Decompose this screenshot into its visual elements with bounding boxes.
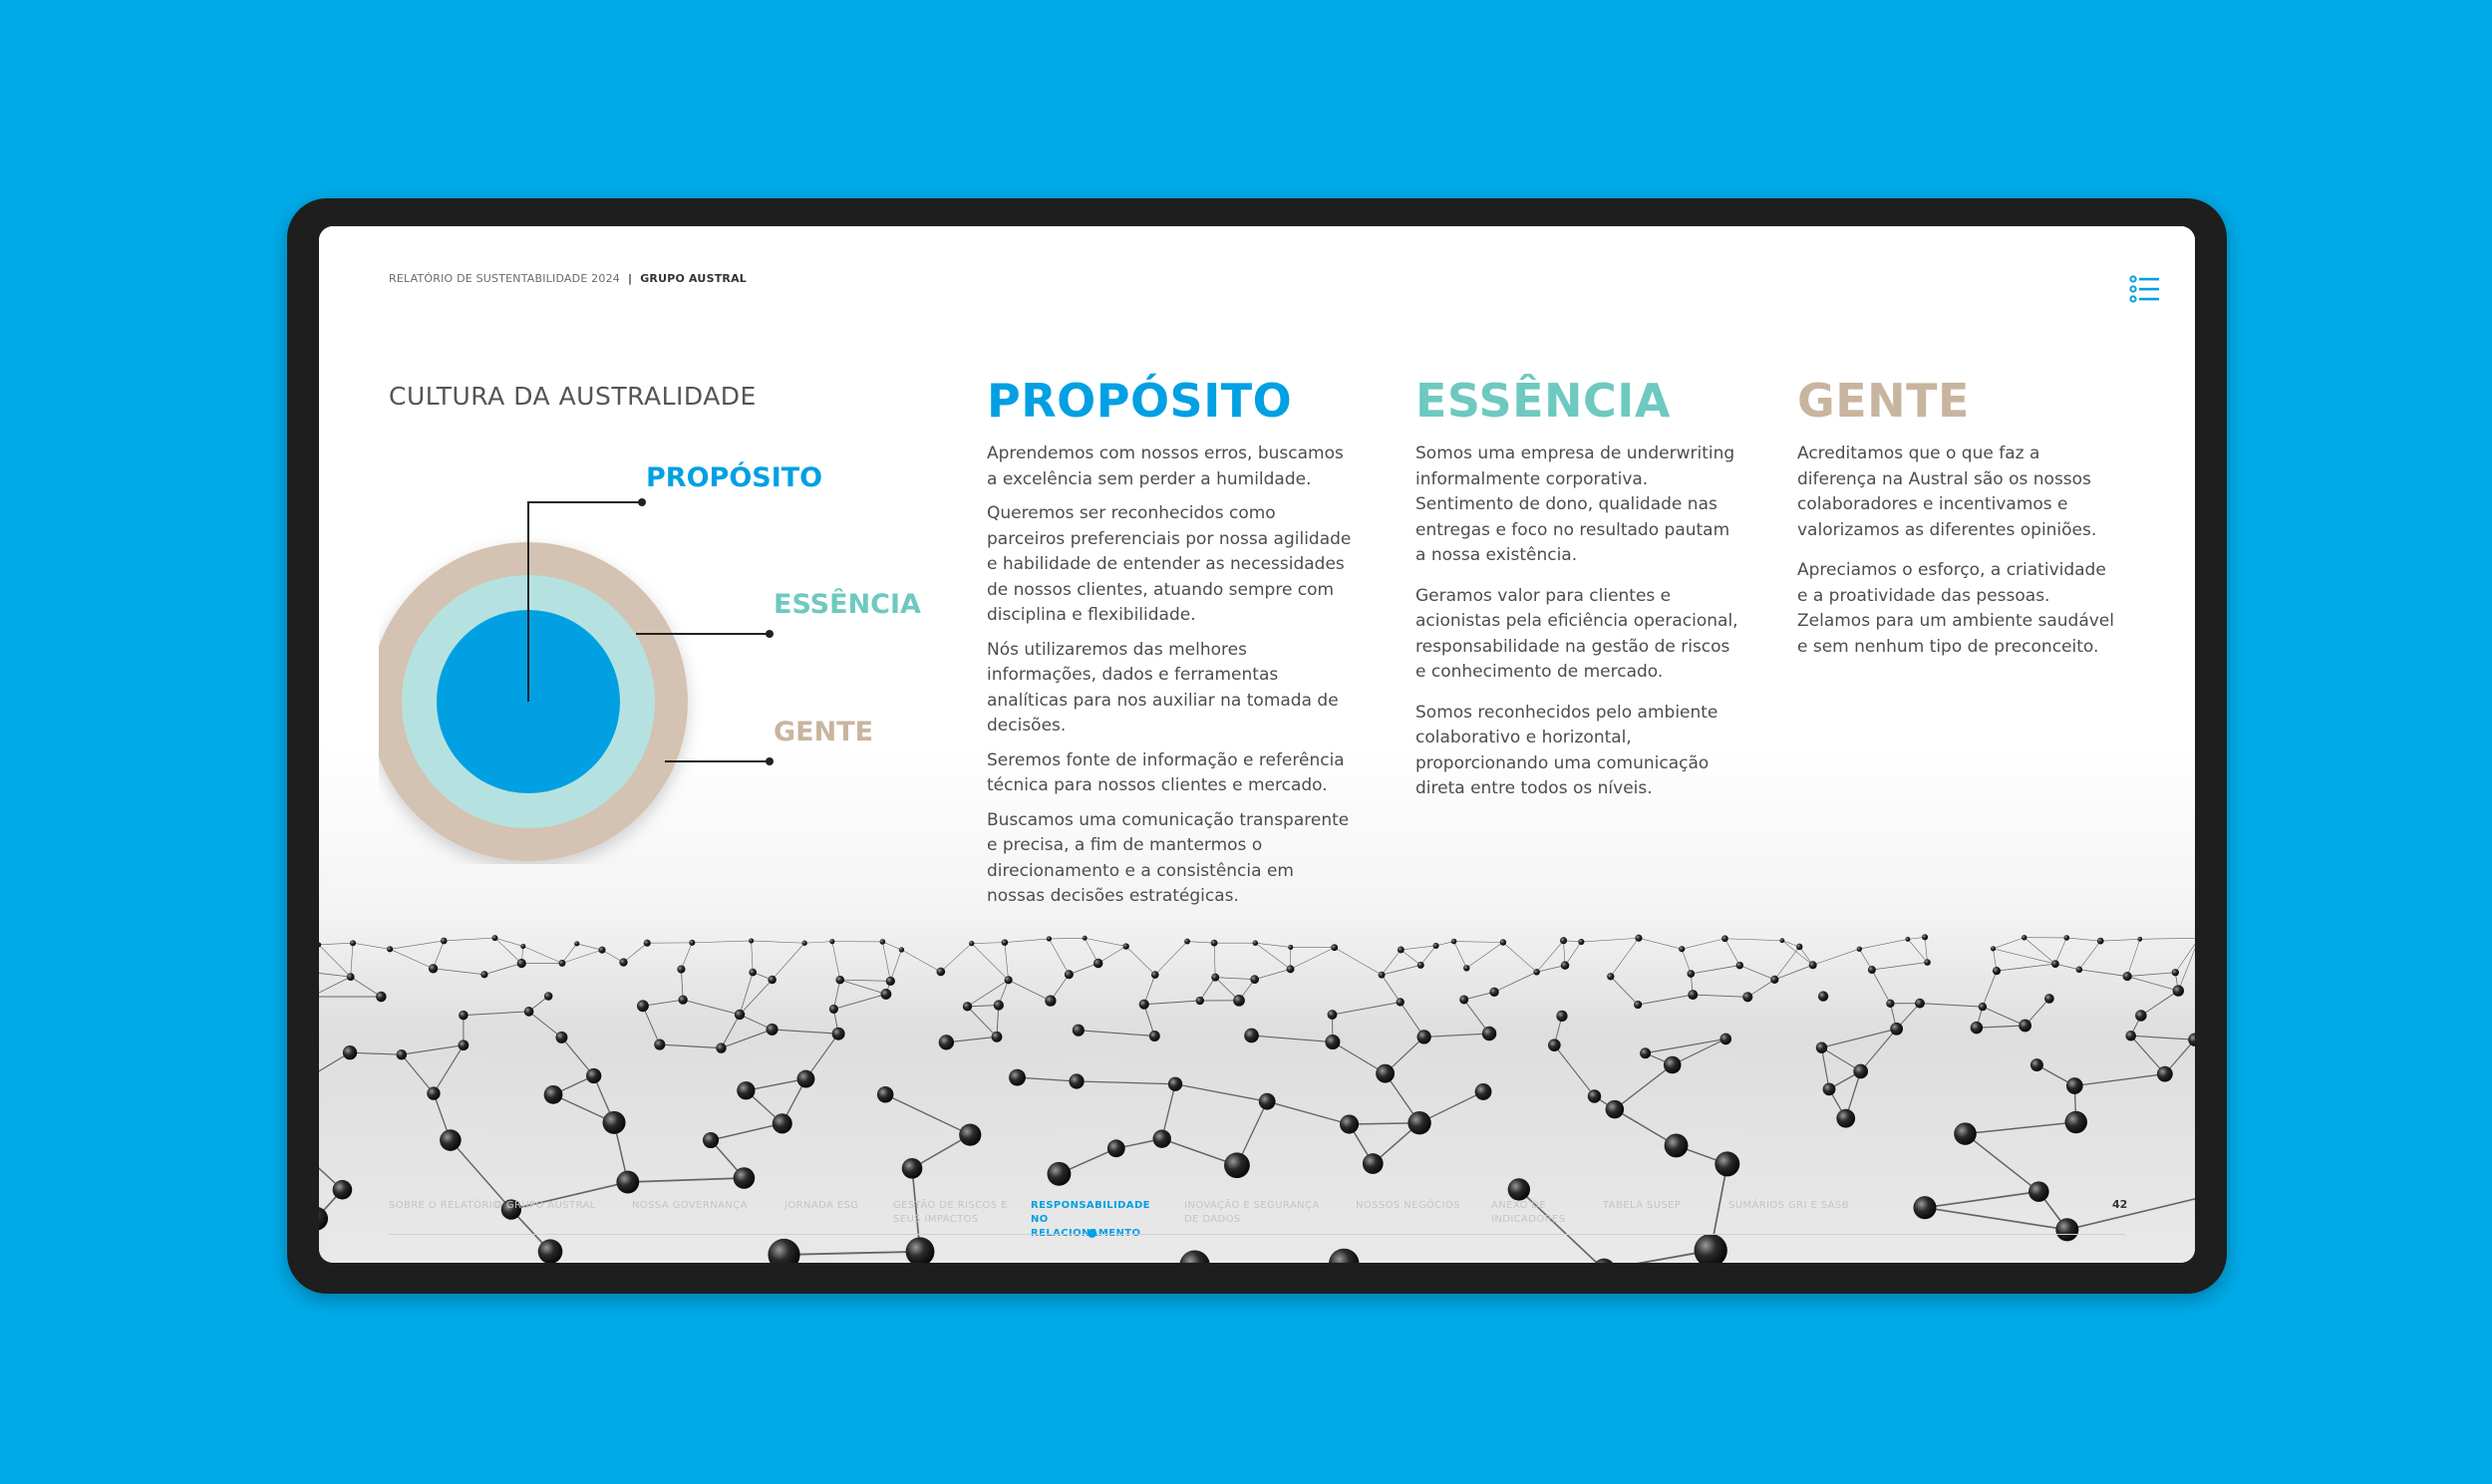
network-node xyxy=(2076,967,2083,974)
network-node xyxy=(1606,1100,1625,1119)
network-node xyxy=(1665,1134,1689,1158)
network-node xyxy=(544,1085,563,1104)
network-node xyxy=(835,976,844,985)
network-node xyxy=(1416,1030,1430,1043)
network-node xyxy=(832,1028,845,1040)
network-node xyxy=(1002,939,1009,946)
network-node xyxy=(797,1070,815,1088)
network-node xyxy=(1816,1041,1827,1052)
network-node xyxy=(1915,999,1925,1009)
network-node xyxy=(1123,943,1129,949)
paragraph: Somos uma empresa de underwriting informalmente corporativa. Sentimento de dono, qualidade nas entregas e foco no resultado pautam a nossa existência. xyxy=(1415,444,1735,565)
network-node xyxy=(1083,936,1088,941)
network-node xyxy=(1047,936,1052,941)
network-node xyxy=(773,1113,792,1133)
network-node xyxy=(2172,969,2179,976)
diagram-label-gente: GENTE xyxy=(774,717,874,747)
network-node xyxy=(679,996,688,1005)
network-node xyxy=(1432,943,1438,949)
network-node xyxy=(2157,1066,2173,1082)
network-node xyxy=(544,992,553,1001)
network-node xyxy=(1818,991,1828,1001)
network-node xyxy=(440,1129,462,1151)
network-node xyxy=(1561,961,1570,970)
list-menu-icon[interactable] xyxy=(2129,274,2161,304)
network-node xyxy=(480,971,487,978)
network-node xyxy=(899,947,904,952)
network-node xyxy=(619,958,627,966)
network-node xyxy=(1482,1027,1496,1040)
network-node xyxy=(1635,935,1642,942)
nav-item-o-grupo-austral[interactable]: O GRUPO AUSTRAL xyxy=(494,1200,596,1211)
heading-gente: GENTE xyxy=(1797,374,1970,428)
nav-item-jornada-esg[interactable]: JORNADA ESG xyxy=(784,1200,859,1211)
network-node xyxy=(1853,1064,1868,1079)
network-node xyxy=(2063,935,2069,941)
network-node xyxy=(1363,1153,1384,1174)
network-node xyxy=(1836,1109,1855,1128)
column-essencia xyxy=(1415,374,1744,817)
network-node xyxy=(1588,1089,1601,1102)
network-node xyxy=(1069,1073,1084,1088)
network-node xyxy=(1664,1056,1682,1074)
network-node xyxy=(1459,995,1468,1004)
network-node xyxy=(387,946,393,952)
section-title: CULTURA DA AUSTRALIDADE xyxy=(389,382,757,411)
network-node xyxy=(2030,1058,2043,1071)
network-node xyxy=(1451,939,1457,945)
network-node xyxy=(1288,945,1293,950)
network-node xyxy=(959,1124,981,1146)
network-node xyxy=(1533,969,1540,976)
network-node xyxy=(1196,997,1204,1005)
network-node xyxy=(1233,995,1245,1007)
nav-item-responsabilidade[interactable]: RESPONSABILIDADE NO xyxy=(1031,1200,1150,1225)
network-node xyxy=(1640,1047,1651,1058)
network-node xyxy=(1149,1031,1160,1041)
heading-proposito: PROPÓSITO xyxy=(987,374,1293,428)
page-number: 42 xyxy=(2112,1198,2128,1211)
column-gente xyxy=(1797,374,2116,675)
network-node xyxy=(1244,1029,1259,1043)
network-node xyxy=(2051,960,2059,968)
network-node xyxy=(1151,971,1159,979)
network-node xyxy=(1009,1069,1026,1086)
network-node xyxy=(397,1049,408,1060)
network-node xyxy=(1005,976,1013,984)
network-node xyxy=(1634,1001,1642,1009)
paragraph: Acreditamos que o que faz a diferença na Austral são os nossos colaboradores e incentivamos e valorizamos as diferentes opiniões. xyxy=(1797,444,2097,540)
network-node xyxy=(644,940,651,947)
network-node xyxy=(1168,1077,1182,1091)
network-node xyxy=(347,973,355,981)
heading-essencia: ESSÊNCIA xyxy=(1415,374,1672,428)
network-node xyxy=(1886,1000,1894,1008)
network-node xyxy=(902,1158,923,1179)
network-node xyxy=(689,940,695,946)
network-node xyxy=(1721,935,1728,942)
network-node xyxy=(1560,937,1567,944)
network-node xyxy=(1714,1151,1739,1176)
network-node xyxy=(558,960,565,967)
network-node xyxy=(2097,938,2104,945)
network-node xyxy=(2019,1020,2031,1033)
network-node xyxy=(574,941,579,946)
network-node xyxy=(829,1005,838,1014)
network-node xyxy=(716,1042,726,1052)
network-node xyxy=(936,968,945,977)
network-node xyxy=(749,938,754,943)
network-node xyxy=(1736,962,1744,970)
network-node xyxy=(441,938,448,945)
network-node xyxy=(677,965,685,973)
network-node xyxy=(1340,1114,1359,1133)
network-node xyxy=(517,959,526,968)
paragraph: Aprendemos com nossos erros, buscamos a excelência sem perder a humildade. xyxy=(987,444,1344,489)
network-node xyxy=(1770,976,1778,984)
column-proposito xyxy=(987,374,1356,919)
network-node xyxy=(2173,985,2184,996)
network-node xyxy=(2123,972,2132,981)
network-node xyxy=(1107,1139,1125,1157)
network-node xyxy=(1991,946,1996,951)
network-node xyxy=(1093,959,1103,969)
network-node xyxy=(1463,965,1469,971)
paragraph: Apreciamos o esforço, a criatividade e a proatividade das pessoas. Zelamos para um ambiente saudável e sem nenhum tipo de preconceito. xyxy=(1797,560,2114,657)
nav-item-gestao-de-riscos[interactable]: GESTÃO DE RISCOS E SEUS IMPACTOS xyxy=(893,1200,1008,1225)
network-node xyxy=(1224,1152,1250,1178)
network-node xyxy=(1679,946,1685,952)
network-node xyxy=(969,941,974,946)
network-node xyxy=(939,1035,954,1049)
network-node xyxy=(1742,992,1752,1002)
network-node xyxy=(1417,962,1424,969)
paragraph: Queremos ser reconhecidos como parceiros preferenciais por nossa agilidade e habilidade de entender as necessidades de nossos clientes, atuando sempre com disciplina e flexibilidade. xyxy=(987,503,1352,625)
network-node xyxy=(459,1039,469,1050)
network-node xyxy=(1328,1010,1338,1020)
report-title: RELATÓRIO DE SUSTENTABILIDADE 2024 xyxy=(389,272,620,285)
network-node xyxy=(1397,998,1404,1006)
network-node xyxy=(1153,1129,1171,1147)
network-node xyxy=(1687,970,1695,978)
network-node xyxy=(1407,1111,1430,1134)
tablet-frame xyxy=(287,198,2227,1294)
network-node xyxy=(1325,1035,1340,1049)
network-node xyxy=(737,1081,755,1099)
paragraph: Geramos valor para clientes e acionistas pela eficiência operacional, responsabilidade na gestão de riscos e conhecimento de mercado. xyxy=(1415,585,1738,682)
network-node xyxy=(2137,937,2142,942)
network-node xyxy=(829,939,834,944)
nav-item-inovacao[interactable]: INOVAÇÃO E SEGURANÇA DE DADOS xyxy=(1184,1200,1320,1225)
network-node xyxy=(1979,1003,1987,1011)
network-node xyxy=(1890,1023,1903,1036)
nav-active-indicator xyxy=(1088,1229,1096,1238)
network-node xyxy=(1924,959,1931,966)
network-node xyxy=(2125,1031,2136,1041)
network-node xyxy=(520,944,525,949)
nav-item-nossos-negocios[interactable]: NOSSOS NEGÓCIOS xyxy=(1356,1200,1461,1211)
network-node xyxy=(1578,939,1584,945)
network-node xyxy=(1253,940,1258,945)
diagram-label-proposito: PROPÓSITO xyxy=(646,462,823,493)
network-node xyxy=(1500,939,1506,945)
network-node xyxy=(1073,1025,1085,1037)
report-page xyxy=(319,226,2195,1263)
network-node xyxy=(963,1002,972,1011)
network-node xyxy=(598,947,605,954)
network-node xyxy=(1922,934,1928,940)
network-node xyxy=(616,1171,639,1194)
network-node xyxy=(427,1086,440,1099)
network-node xyxy=(1139,1000,1149,1010)
network-node xyxy=(880,939,886,945)
nav-item-nossa-governanca[interactable]: NOSSA GOVERNANÇA xyxy=(632,1200,748,1211)
network-node xyxy=(429,964,438,973)
report-header xyxy=(389,272,747,285)
network-node xyxy=(654,1039,665,1049)
network-node xyxy=(1211,974,1219,982)
network-node xyxy=(1287,965,1295,973)
paragraph: Seremos fonte de informação e referência técnica para nossos clientes e mercado. xyxy=(987,749,1345,795)
paragraph: Buscamos uma comunicação transparente e precisa, a fim de mantermos o direcionamento e a consistência em nossas decisões estratégicas. xyxy=(987,809,1350,906)
paragraph: Nós utilizaremos das melhores informações, dados e ferramentas analíticas para nos auxiliar na tomada de decisões. xyxy=(987,639,1339,736)
network-node xyxy=(703,1132,719,1148)
network-node xyxy=(1971,1022,1983,1034)
network-node xyxy=(491,935,497,941)
network-node xyxy=(350,940,356,946)
network-node xyxy=(1719,1034,1731,1045)
network-node xyxy=(1184,939,1190,945)
network-node xyxy=(766,1024,778,1036)
network-node xyxy=(555,1032,567,1043)
network-node xyxy=(1379,972,1386,979)
network-node xyxy=(1259,1093,1276,1110)
network-node xyxy=(1376,1064,1395,1083)
nav-item-sumarios-gri-sasb[interactable]: SUMÁRIOS GRI E SASB xyxy=(1728,1200,1849,1211)
network-node xyxy=(376,992,387,1003)
network-node xyxy=(602,1111,625,1134)
network-node xyxy=(734,1167,756,1189)
network-node xyxy=(1250,975,1259,984)
network-node xyxy=(1796,944,1802,950)
network-node xyxy=(749,969,757,977)
header-separator: | xyxy=(627,272,633,285)
network-node xyxy=(877,1086,893,1102)
network-node xyxy=(1475,1083,1492,1100)
nav-item-anexo-de-indicadores[interactable]: ANEXO DE INDICADORES xyxy=(1491,1200,1566,1225)
chapter-navigation xyxy=(319,1195,2195,1255)
network-node xyxy=(886,977,895,986)
network-node xyxy=(2066,1077,2083,1094)
network-node xyxy=(1211,940,1218,947)
network-node xyxy=(1993,967,2001,975)
network-node xyxy=(880,989,891,1000)
network-node xyxy=(1688,990,1698,1000)
network-node xyxy=(1548,1039,1561,1051)
network-node xyxy=(1809,961,1817,969)
paragraph: Somos reconhecidos pelo ambiente colaborativo e horizontal, proporcionando uma comunicação direta entre todos os níveis. xyxy=(1415,702,1718,798)
network-node xyxy=(1905,937,1910,942)
network-node xyxy=(1331,944,1338,951)
network-node xyxy=(2044,994,2054,1004)
network-node xyxy=(992,1032,1003,1042)
network-node xyxy=(1857,946,1862,951)
network-node xyxy=(2022,935,2026,940)
culture-rings-diagram xyxy=(379,445,937,864)
diagram-label-essencia: ESSÊNCIA xyxy=(774,589,921,620)
nav-progress-line xyxy=(389,1234,2125,1235)
network-node xyxy=(2064,1111,2086,1133)
network-node xyxy=(801,941,806,946)
network-node xyxy=(524,1007,534,1017)
network-node xyxy=(459,1011,468,1021)
network-node xyxy=(994,1000,1004,1010)
network-node xyxy=(1607,973,1614,980)
network-node xyxy=(1047,1162,1071,1186)
company-name: GRUPO AUSTRAL xyxy=(640,272,747,285)
network-node xyxy=(1045,995,1056,1006)
network-node xyxy=(1398,947,1404,954)
network-node xyxy=(1556,1011,1567,1022)
network-node xyxy=(1868,966,1876,974)
network-node xyxy=(2135,1010,2146,1021)
network-node xyxy=(1779,938,1784,943)
network-node xyxy=(1065,970,1074,979)
nav-item-tabela-susep[interactable]: TABELA SUSEP xyxy=(1603,1200,1682,1211)
network-node xyxy=(735,1010,745,1020)
network-node xyxy=(637,1000,649,1012)
network-node xyxy=(586,1068,601,1083)
network-node xyxy=(1954,1122,1977,1145)
network-node xyxy=(768,976,777,985)
nav-item-sobre-o-relatorio[interactable]: SOBRE O RELATÓRIO xyxy=(389,1200,501,1211)
network-node xyxy=(1823,1082,1836,1095)
network-node xyxy=(1489,988,1498,997)
network-node xyxy=(343,1045,357,1059)
